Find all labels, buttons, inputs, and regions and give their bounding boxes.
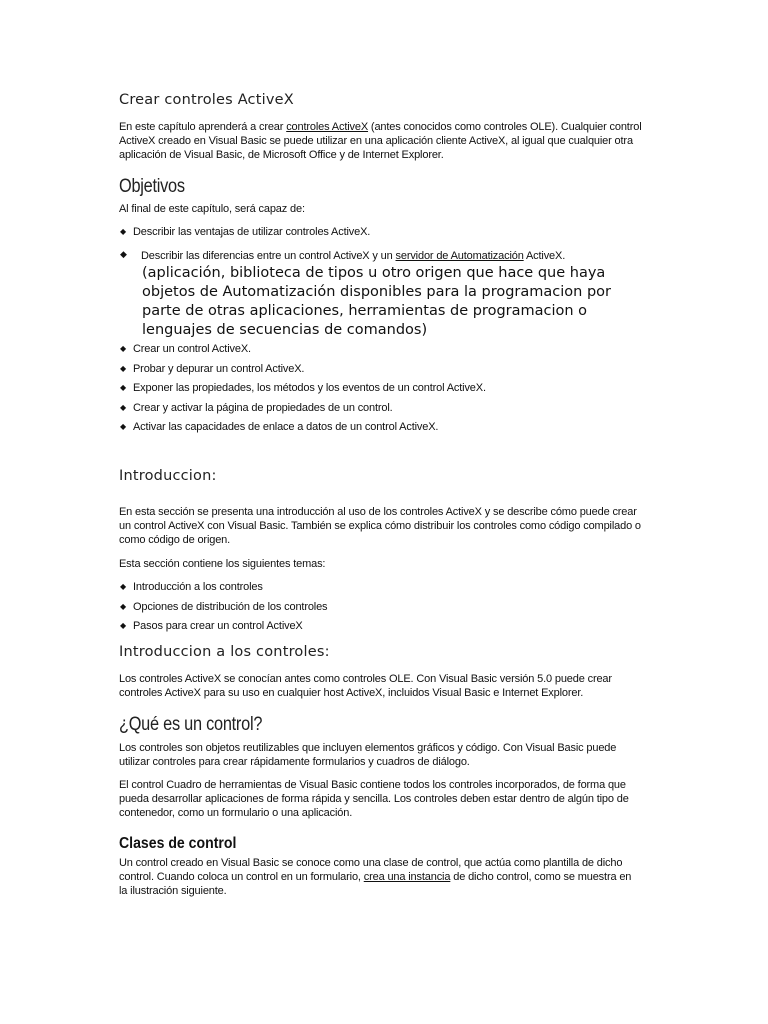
temas-lead: Esta sección contiene los siguientes temas: bbox=[119, 558, 326, 570]
clases-heading: Clases de control bbox=[119, 835, 237, 852]
list-item-text: Introducción a los controles bbox=[133, 581, 263, 593]
clases-paragraph bbox=[119, 856, 639, 898]
list-item bbox=[119, 580, 659, 594]
bullet-icon: ◆ bbox=[120, 621, 127, 630]
objetivos-heading: Objetivos bbox=[119, 176, 185, 197]
bullet-icon: ◆ bbox=[120, 422, 127, 431]
page-title: Crear controles ActiveX bbox=[119, 92, 294, 108]
bullet-icon: ◆ bbox=[120, 582, 127, 591]
list-item-text: Pasos para crear un control ActiveX bbox=[133, 620, 303, 632]
objetivos-lead: Al final de este capítulo, será capaz de: bbox=[119, 203, 305, 215]
list-item-text: Describir las diferencias entre un control ActiveX y un bbox=[141, 250, 396, 262]
introduccion-heading: Introduccion: bbox=[119, 468, 217, 484]
bullet-icon: ◆ bbox=[120, 363, 127, 373]
list-item-text: Crear y activar la página de propiedades de un control. bbox=[133, 401, 393, 414]
list-item-text: Describir las ventajas de utilizar controles ActiveX. bbox=[133, 226, 371, 238]
que-es-heading: ¿Qué es un control? bbox=[119, 714, 263, 735]
objetivos-list-top bbox=[119, 225, 659, 239]
intro-controles-heading: Introduccion a los controles: bbox=[119, 644, 330, 660]
automatizacion-note: (aplicación, biblioteca de tipos u otro origen que hace que haya objetos de Automatización disponibles para la programacion por parte de otras aplicaciones, herramientas de programacion o lenguajes de secuencias de comandos) bbox=[142, 265, 611, 338]
list-item-text: ActiveX. bbox=[523, 250, 566, 262]
list-item bbox=[119, 420, 659, 434]
list-item-text: Opciones de distribución de los controles bbox=[133, 600, 328, 613]
que-es-paragraph-2: El control Cuadro de herramientas de Visual Basic contiene todos los controles incorporados, de forma que pueda desarrollar aplicaciones de forma rápida y sencilla. Los controles deben estar dentro de algún tipo de contenedor, como un formulario o una aplicación. bbox=[119, 779, 629, 819]
list-item bbox=[119, 342, 659, 356]
clases-text-before: Un control creado en Visual Basic se conoce como una clase de control, que actúa como plantilla de dicho control. Cuando coloca un control en un formulario, bbox=[119, 857, 623, 883]
bullet-icon: ◆ bbox=[120, 249, 127, 259]
list-item bbox=[119, 600, 659, 614]
list-item bbox=[119, 225, 659, 239]
bullet-icon: ◆ bbox=[120, 383, 127, 392]
objetivos-list-bottom bbox=[119, 342, 659, 434]
temas-list bbox=[119, 580, 659, 633]
list-item bbox=[119, 619, 659, 633]
clases-text-after: de dicho control, como se muestra en la ilustración siguiente. bbox=[119, 871, 632, 897]
list-item bbox=[119, 362, 659, 376]
bullet-icon: ◆ bbox=[120, 601, 127, 611]
intro-paragraph bbox=[119, 120, 649, 162]
que-es-paragraph-1: Los controles son objetos reutilizables que incluyen elementos gráficos y código. Con Visual Basic puede utilizar controles para crear rápidamente formularios y cuadros de diálogo. bbox=[119, 742, 617, 768]
servidor-automatizacion-link[interactable]: servidor de Automatización bbox=[395, 250, 524, 262]
list-item-text: Crear un control ActiveX. bbox=[133, 343, 251, 355]
bullet-icon: ◆ bbox=[120, 402, 127, 412]
list-item bbox=[119, 381, 659, 395]
bullet-icon: ◆ bbox=[120, 344, 127, 353]
list-item-automatizacion bbox=[119, 249, 659, 263]
controles-activex-link[interactable]: controles ActiveX bbox=[286, 121, 369, 133]
list-item bbox=[119, 401, 659, 415]
crea-instancia-link[interactable]: crea una instancia bbox=[363, 871, 451, 883]
list-item-text: Probar y depurar un control ActiveX. bbox=[133, 362, 305, 375]
intro-controles-paragraph: Los controles ActiveX se conocían antes como controles OLE. Con Visual Basic versión 5.0 puede crear controles ActiveX para su uso en cualquier host ActiveX, incluidos Visual Basic e Internet Explorer. bbox=[119, 673, 612, 699]
list-item-text: Activar las capacidades de enlace a datos de un control ActiveX. bbox=[133, 421, 439, 433]
intro-text-before: En este capítulo aprenderá a crear bbox=[119, 121, 287, 133]
intro-text-after: (antes conocidos como controles OLE). Cualquier control ActiveX creado en Visual Basic se puede utilizar en una aplicación cliente ActiveX, al igual que cualquier otra aplicación de Visual Basic, de Microsoft Office y de Internet Explorer. bbox=[119, 121, 642, 161]
introduccion-paragraph: En esta sección se presenta una introducción al uso de los controles ActiveX y se describe cómo puede crear un control ActiveX con Visual Basic. También se explica cómo distribuir los controles como código compilado o como código de origen. bbox=[119, 506, 641, 546]
bullet-icon: ◆ bbox=[120, 227, 127, 236]
list-item-text: Exponer las propiedades, los métodos y los eventos de un control ActiveX. bbox=[133, 382, 486, 394]
